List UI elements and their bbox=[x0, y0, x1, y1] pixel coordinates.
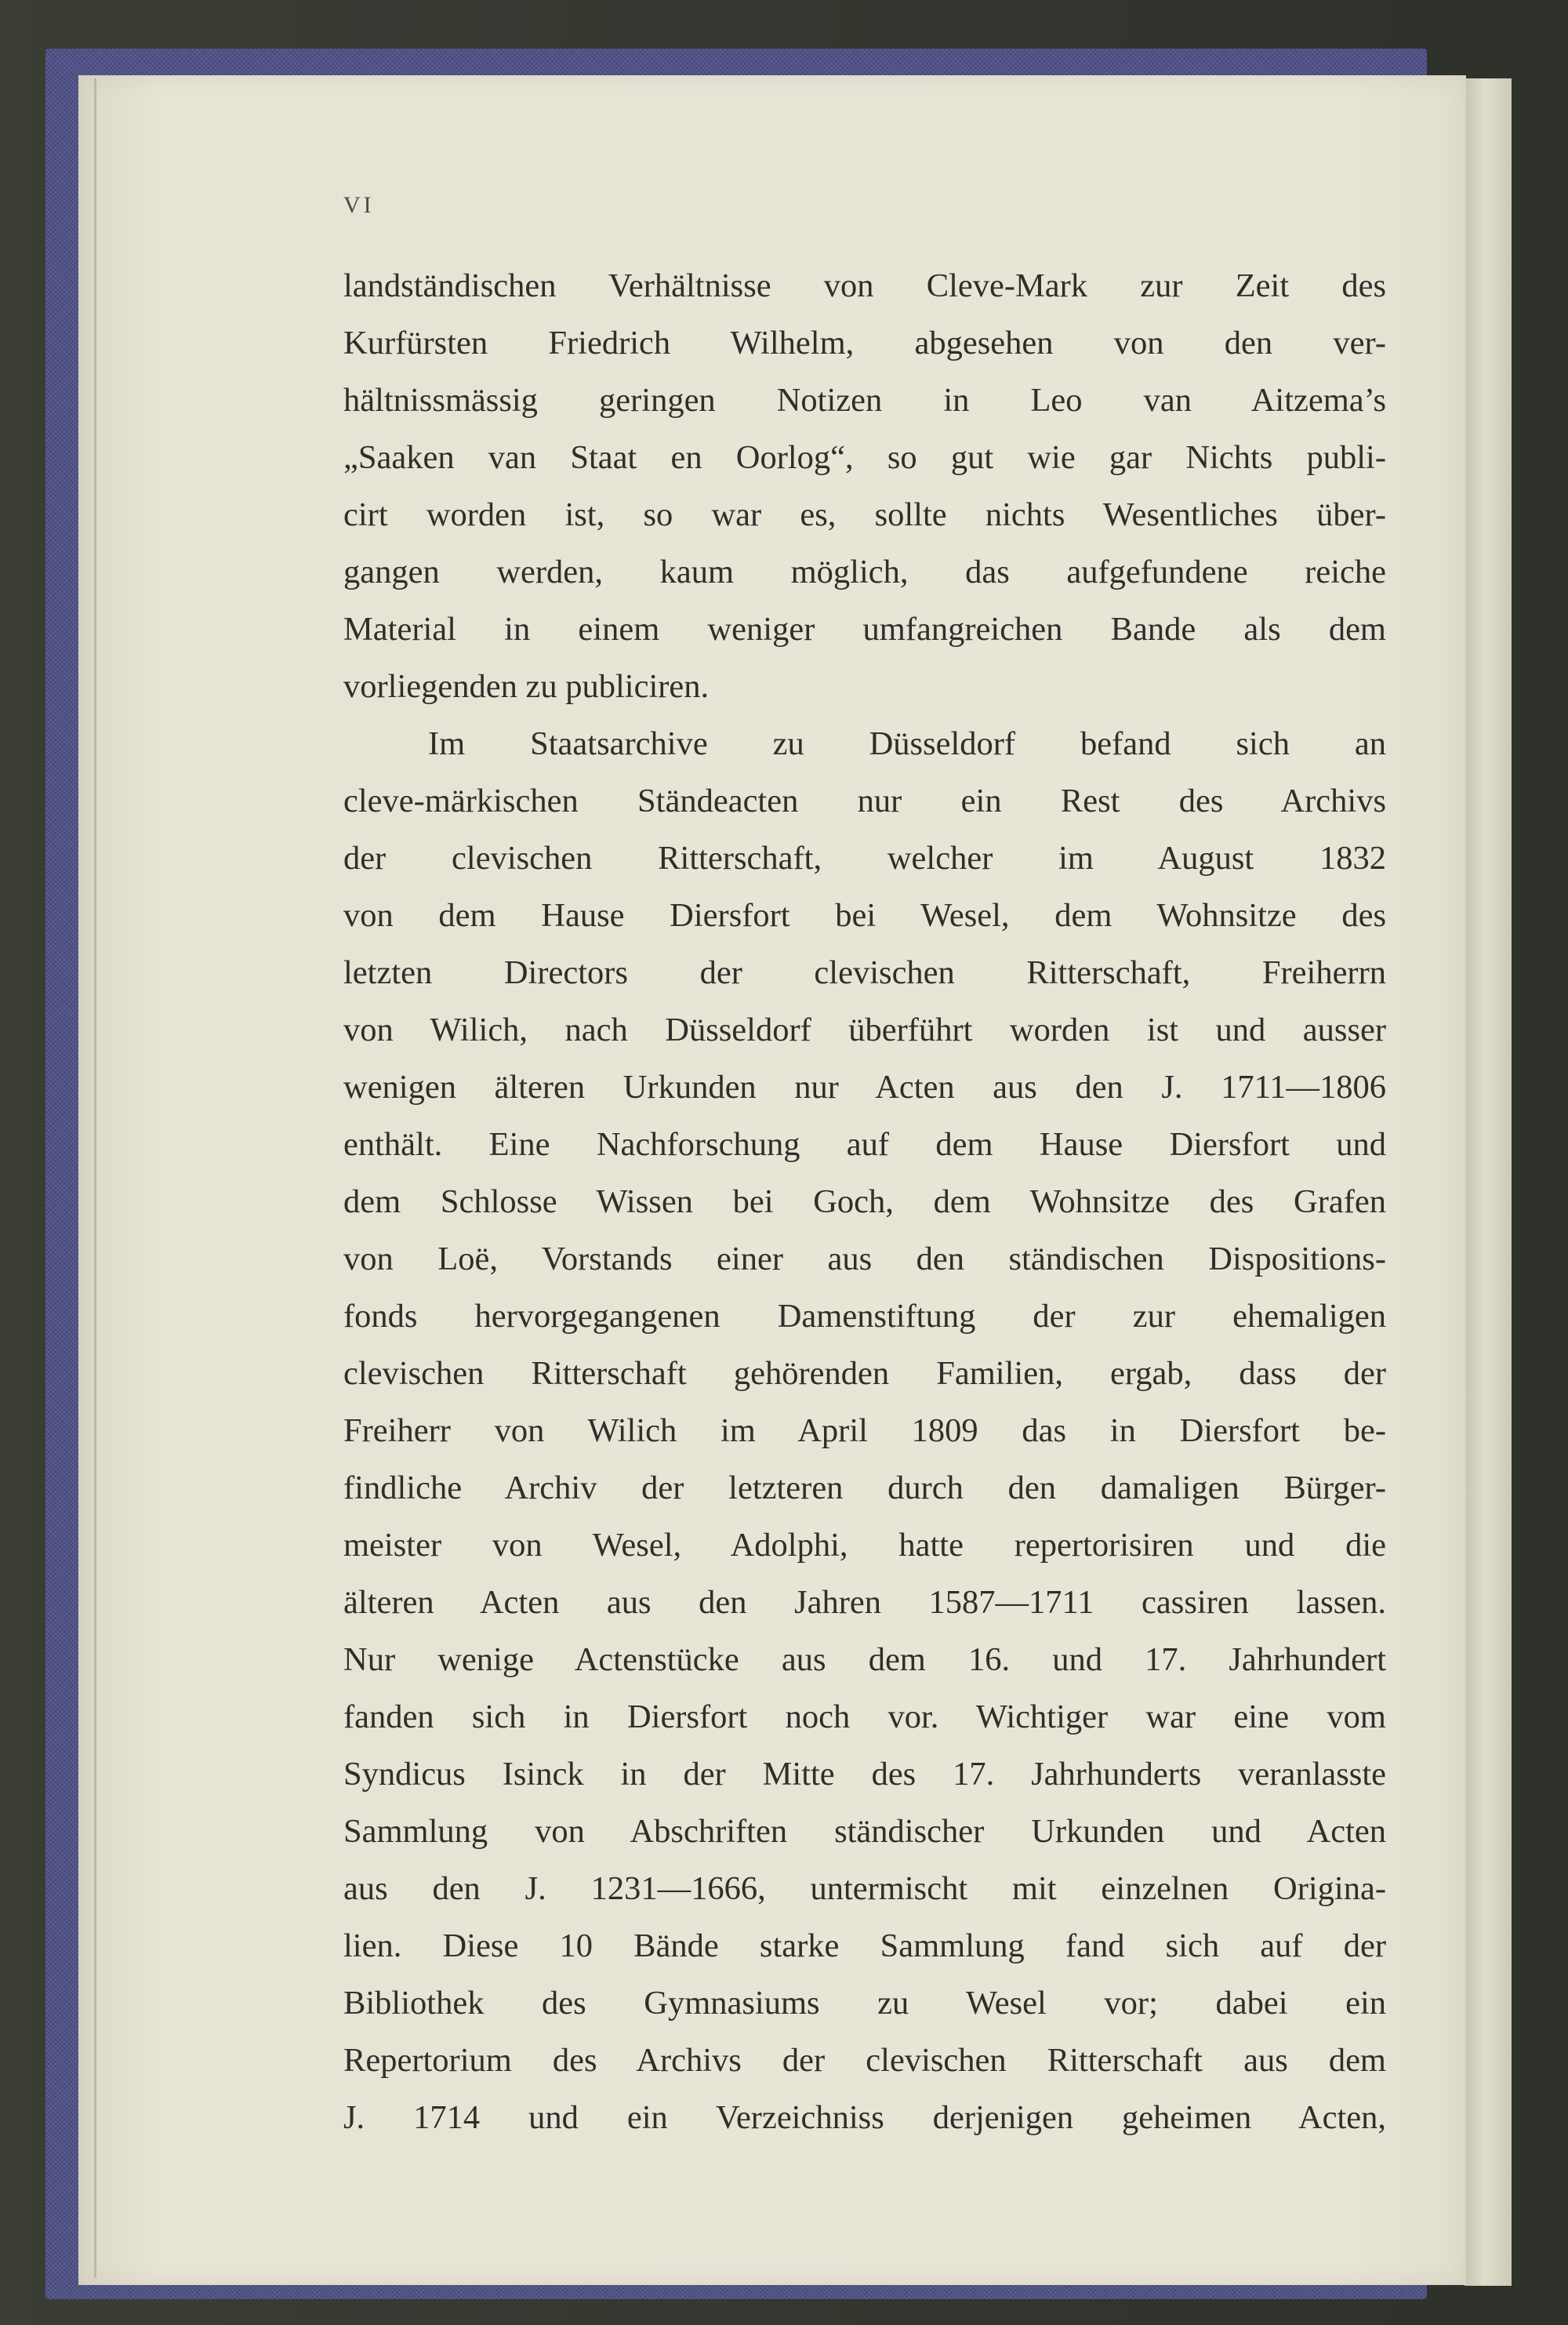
text-line: Freiherr von Wilich im April 1809 das in Diersfort be- bbox=[343, 1412, 1386, 1449]
text-line: Syndicus Isinck in der Mitte des 17. Jahrhunderts veranlasste bbox=[343, 1756, 1386, 1793]
text-line: cirt worden ist, so war es, sollte nichts Wesentliches über- bbox=[343, 496, 1386, 533]
text-line: landständischen Verhältnisse von Cleve-Mark zur Zeit des bbox=[343, 267, 1386, 304]
text-line: dem Schlosse Wissen bei Goch, dem Wohnsitze des Grafen bbox=[343, 1183, 1386, 1220]
text-line: Sammlung von Abschriften ständischer Urkunden und Acten bbox=[343, 1813, 1386, 1850]
text-line: clevischen Ritterschaft gehörenden Familien, ergab, dass der bbox=[343, 1355, 1386, 1392]
text-line: cleve-märkischen Ständeacten nur ein Rest des Archivs bbox=[343, 783, 1386, 819]
text-line: fonds hervorgegangenen Damenstiftung der zur ehemaligen bbox=[343, 1298, 1386, 1335]
text-line: vorliegenden zu publiciren. bbox=[343, 668, 710, 705]
text-line: fanden sich in Diersfort noch vor. Wichtiger war eine vom bbox=[343, 1698, 1386, 1735]
text-line: findliche Archiv der letzteren durch den damaligen Bürger- bbox=[343, 1469, 1386, 1506]
text-line: Nur wenige Actenstücke aus dem 16. und 17. Jahrhundert bbox=[343, 1641, 1386, 1678]
text-line: Bibliothek des Gymnasiums zu Wesel vor; dabei ein bbox=[343, 1985, 1386, 2022]
text-line: Material in einem weniger umfangreichen Bande als dem bbox=[343, 611, 1386, 648]
page-number: VI bbox=[343, 192, 375, 218]
text-line: meister von Wesel, Adolphi, hatte repertorisiren und die bbox=[343, 1527, 1386, 1564]
text-line: wenigen älteren Urkunden nur Acten aus den J. 1711—1806 bbox=[343, 1069, 1386, 1106]
text-line: hältnissmässig geringen Notizen in Leo van Aitzema’s bbox=[343, 382, 1386, 419]
text-line: Kurfürsten Friedrich Wilhelm, abgesehen von den ver- bbox=[343, 325, 1386, 361]
text-line: letzten Directors der clevischen Ritterschaft, Freiherrn bbox=[343, 954, 1386, 991]
gutter-line bbox=[94, 78, 96, 2278]
text-line: von Loë, Vorstands einer aus den ständischen Dispositions- bbox=[343, 1241, 1386, 1277]
page-edges bbox=[1465, 78, 1512, 2286]
text-line: aus den J. 1231—1666, untermischt mit einzelnen Origina- bbox=[343, 1870, 1386, 1907]
text-line: gangen werden, kaum möglich, das aufgefundene reiche bbox=[343, 554, 1386, 590]
text-line: lien. Diese 10 Bände starke Sammlung fand sich auf der bbox=[343, 1927, 1386, 1964]
text-line: enthält. Eine Nachforschung auf dem Hause Diersfort und bbox=[343, 1126, 1386, 1163]
text-line: Im Staatsarchive zu Düsseldorf befand sich an bbox=[428, 725, 1386, 762]
body-text bbox=[343, 257, 1386, 2146]
text-line: von Wilich, nach Düsseldorf überführt worden ist und ausser bbox=[343, 1012, 1386, 1048]
text-line: Repertorium des Archivs der clevischen Ritterschaft aus dem bbox=[343, 2042, 1386, 2079]
text-line: von dem Hause Diersfort bei Wesel, dem Wohnsitze des bbox=[343, 897, 1386, 934]
text-line: älteren Acten aus den Jahren 1587—1711 cassiren lassen. bbox=[343, 1584, 1386, 1621]
text-line: „Saaken van Staat en Oorlog“, so gut wie gar Nichts publi- bbox=[343, 439, 1386, 476]
text-line: der clevischen Ritterschaft, welcher im August 1832 bbox=[343, 840, 1386, 877]
text-line: J. 1714 und ein Verzeichniss derjenigen geheimen Acten, bbox=[343, 2099, 1386, 2136]
